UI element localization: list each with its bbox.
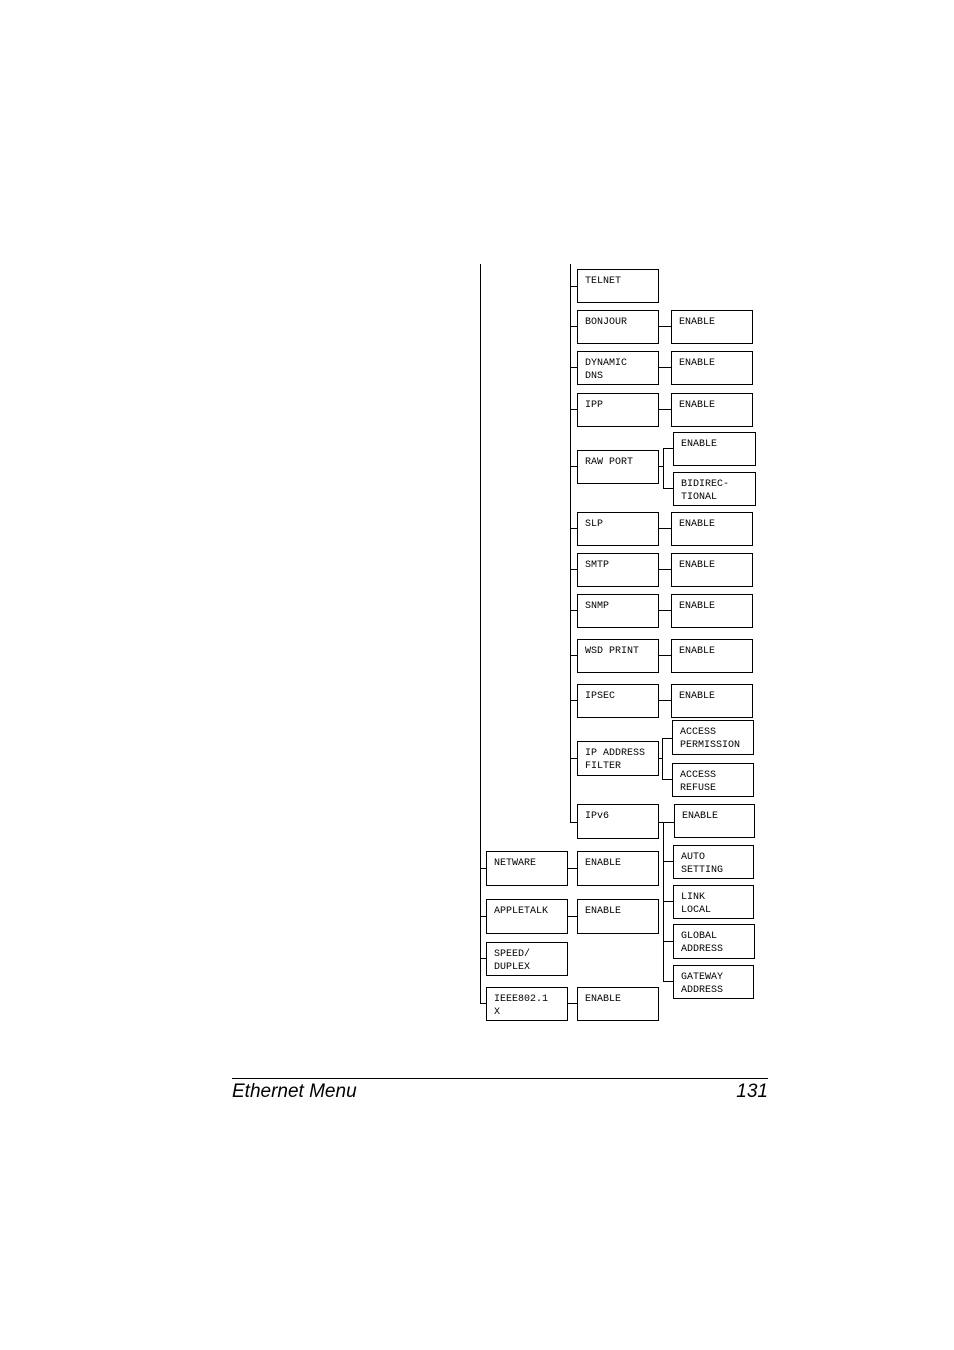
connector (567, 1003, 577, 1004)
menu-item-appletalk: APPLETALK (486, 899, 568, 934)
connector (658, 409, 671, 410)
page-number: 131 (736, 1081, 768, 1102)
connector (663, 448, 673, 449)
menu-item-smtp: SMTP (577, 553, 659, 587)
trunk-line-level1 (480, 264, 481, 1004)
footer-title: Ethernet Menu (232, 1081, 357, 1102)
menu-item-ipsec: IPSEC (577, 684, 659, 718)
connector (570, 569, 577, 570)
option-access-permission: ACCESS PERMISSION (672, 720, 754, 755)
menu-item-bonjour: BONJOUR (577, 310, 659, 344)
connector (662, 779, 672, 780)
connector (658, 528, 671, 529)
connector (662, 738, 663, 780)
menu-item-ipp: IPP (577, 393, 659, 427)
connector (658, 367, 671, 368)
connector (567, 868, 577, 869)
menu-item-snmp: SNMP (577, 594, 659, 628)
option-ieee8021x-enable: ENABLE (577, 987, 659, 1021)
connector (658, 569, 671, 570)
menu-item-netware: NETWARE (486, 851, 568, 886)
connector (567, 916, 577, 917)
connector (663, 901, 673, 902)
option-access-refuse: ACCESS REFUSE (672, 763, 754, 797)
connector (570, 367, 577, 368)
connector (570, 700, 577, 701)
connector (658, 326, 671, 327)
connector (570, 610, 577, 611)
option-appletalk-enable: ENABLE (577, 899, 659, 934)
connector (663, 861, 673, 862)
connector (658, 822, 674, 823)
option-global-address: GLOBAL ADDRESS (673, 924, 755, 959)
option-wsd-print-enable: ENABLE (671, 639, 753, 673)
connector (570, 655, 577, 656)
option-raw-port-bidirectional: BIDIREC- TIONAL (673, 472, 756, 506)
option-netware-enable: ENABLE (577, 851, 659, 886)
option-bonjour-enable: ENABLE (671, 310, 753, 344)
connector (570, 822, 577, 823)
connector (570, 758, 577, 759)
connector (663, 488, 673, 489)
option-auto-setting: AUTO SETTING (673, 845, 754, 879)
connector (662, 738, 672, 739)
menu-item-ieee8021x: IEEE802.1 X (486, 987, 568, 1021)
option-ipp-enable: ENABLE (671, 393, 753, 427)
option-dynamic-dns-enable: ENABLE (671, 351, 753, 385)
footer-rule (232, 1078, 768, 1079)
connector (570, 286, 577, 287)
option-ipsec-enable: ENABLE (671, 684, 753, 718)
connector (570, 409, 577, 410)
menu-item-wsd-print: WSD PRINT (577, 639, 659, 673)
option-snmp-enable: ENABLE (671, 594, 753, 628)
connector (663, 981, 673, 982)
connector (570, 466, 577, 467)
connector (570, 326, 577, 327)
connector (658, 610, 671, 611)
connector (570, 528, 577, 529)
trunk-line-level2 (570, 264, 571, 823)
connector (663, 448, 664, 489)
option-slp-enable: ENABLE (671, 512, 753, 546)
menu-item-speed-duplex: SPEED/ DUPLEX (486, 942, 568, 976)
menu-item-ipv6: IPv6 (577, 804, 659, 839)
connector (658, 700, 671, 701)
menu-item-ip-address-filter: IP ADDRESS FILTER (577, 741, 659, 776)
option-gateway-address: GATEWAY ADDRESS (673, 965, 754, 999)
menu-item-slp: SLP (577, 512, 659, 546)
menu-item-raw-port: RAW PORT (577, 450, 659, 484)
option-ipv6-enable: ENABLE (674, 804, 755, 838)
menu-item-telnet: TELNET (577, 269, 659, 303)
connector (663, 941, 673, 942)
connector (663, 822, 664, 982)
menu-item-dynamic-dns: DYNAMIC DNS (577, 351, 659, 385)
option-raw-port-enable: ENABLE (673, 432, 756, 466)
connector (658, 655, 671, 656)
option-link-local: LINK LOCAL (673, 885, 754, 919)
option-smtp-enable: ENABLE (671, 553, 753, 587)
